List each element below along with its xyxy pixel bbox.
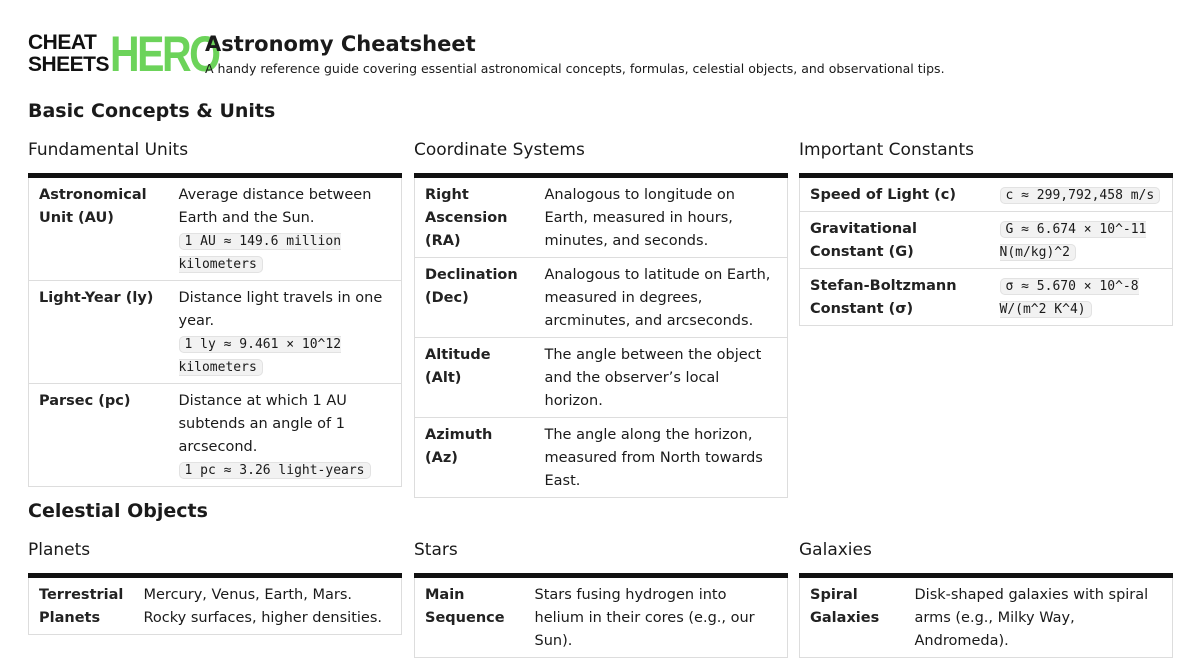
- term: Altitude (Alt): [415, 338, 535, 418]
- term: Spiral Galaxies: [800, 576, 905, 658]
- definition: [990, 269, 1173, 326]
- description: Mercury, Venus, Earth, Mars. Rocky surfaces, higher densities.: [143, 587, 382, 626]
- term: Main Sequence: [415, 576, 525, 658]
- table-row: [800, 176, 1173, 212]
- definition: [535, 258, 788, 338]
- description: Stars fusing hydrogen into helium in their cores (e.g., our Sun).: [534, 587, 755, 649]
- table-row: [800, 269, 1173, 326]
- table-row: [29, 576, 402, 635]
- definition: [990, 212, 1173, 269]
- formula-code: G ≈ 6.674 × 10^-11 N(m/kg)^2: [999, 222, 1147, 260]
- table-row: [29, 176, 402, 281]
- term: Astronomical Unit (AU): [29, 176, 169, 281]
- card-table: [414, 173, 788, 498]
- description: Distance at which 1 AU subtends an angle of 1 arcsecond.: [178, 393, 347, 455]
- term: Azimuth (Az): [415, 418, 535, 498]
- card-table: [28, 173, 402, 487]
- table-row: [415, 338, 788, 418]
- page-subtitle: A handy reference guide covering essential astronomical concepts, formulas, celestial objects, and observational tips.: [205, 61, 945, 76]
- term: Stefan-Boltzmann Constant (σ): [800, 269, 990, 326]
- definition: [990, 176, 1173, 212]
- card-important-constants: [799, 140, 1173, 326]
- term: Right Ascension (RA): [415, 176, 535, 258]
- card-title: Coordinate Systems: [414, 140, 585, 160]
- formula-code: 1 pc ≈ 3.26 light-years: [179, 462, 371, 479]
- card-stars: [414, 540, 788, 658]
- page-header: [28, 26, 945, 82]
- table-row: [415, 176, 788, 258]
- definition: [535, 176, 788, 258]
- logo-line1: CHEAT: [28, 31, 97, 54]
- card-table: [799, 573, 1173, 658]
- table-row: [29, 384, 402, 487]
- definition: [169, 384, 402, 487]
- description: The angle between the object and the observer’s local horizon.: [544, 347, 762, 409]
- section-title: Basic Concepts & Units: [28, 100, 276, 122]
- section-title: Celestial Objects: [28, 500, 208, 522]
- formula-code: c ≈ 299,792,458 m/s: [1000, 187, 1161, 204]
- formula-code: 1 AU ≈ 149.6 million kilometers: [178, 234, 342, 272]
- table-row: [415, 418, 788, 498]
- description: The angle along the horizon, measured from North towards East.: [544, 427, 763, 489]
- table-row: [800, 576, 1173, 658]
- card-title: Stars: [414, 540, 458, 560]
- card-table: [799, 173, 1173, 326]
- logo-hero: HERO: [110, 26, 219, 82]
- table-row: [415, 576, 788, 658]
- description: Distance light travels in one year.: [178, 290, 383, 329]
- definition: [535, 338, 788, 418]
- table-row: [29, 281, 402, 384]
- definition: [169, 176, 402, 281]
- card-title: Important Constants: [799, 140, 974, 160]
- term: Gravitational Constant (G): [800, 212, 990, 269]
- description: Disk-shaped galaxies with spiral arms (e.g., Milky Way, Andromeda).: [914, 587, 1149, 649]
- term: Declination (Dec): [415, 258, 535, 338]
- definition: [535, 418, 788, 498]
- card-title: Fundamental Units: [28, 140, 189, 160]
- card-fundamental-units: [28, 140, 402, 487]
- description: Analogous to longitude on Earth, measured in hours, minutes, and seconds.: [544, 187, 735, 249]
- table-row: [415, 258, 788, 338]
- card-galaxies: [799, 540, 1173, 658]
- card-title: Planets: [28, 540, 91, 560]
- description: Analogous to latitude on Earth, measured in degrees, arcminutes, and arcseconds.: [544, 267, 771, 329]
- formula-code: 1 ly ≈ 9.461 × 10^12 kilometers: [178, 337, 342, 375]
- card-table: [414, 573, 788, 658]
- table-row: [800, 212, 1173, 269]
- card-planets: [28, 540, 402, 635]
- logo-line2: SHEETS: [28, 53, 110, 76]
- term: Parsec (pc): [29, 384, 169, 487]
- card-table: [28, 573, 402, 635]
- formula-code: σ ≈ 5.670 × 10^-8 W/(m^2 K^4): [999, 279, 1139, 317]
- term: Speed of Light (c): [800, 176, 990, 212]
- term: Light-Year (ly): [29, 281, 169, 384]
- card-title: Galaxies: [799, 540, 872, 560]
- term: Terrestrial Planets: [29, 576, 134, 635]
- definition: [905, 576, 1173, 658]
- definition: [169, 281, 402, 384]
- definition: [525, 576, 788, 658]
- description: Average distance between Earth and the Sun.: [178, 187, 372, 226]
- definition: [134, 576, 402, 635]
- page-title: Astronomy Cheatsheet: [205, 32, 476, 56]
- card-coordinate-systems: [414, 140, 788, 498]
